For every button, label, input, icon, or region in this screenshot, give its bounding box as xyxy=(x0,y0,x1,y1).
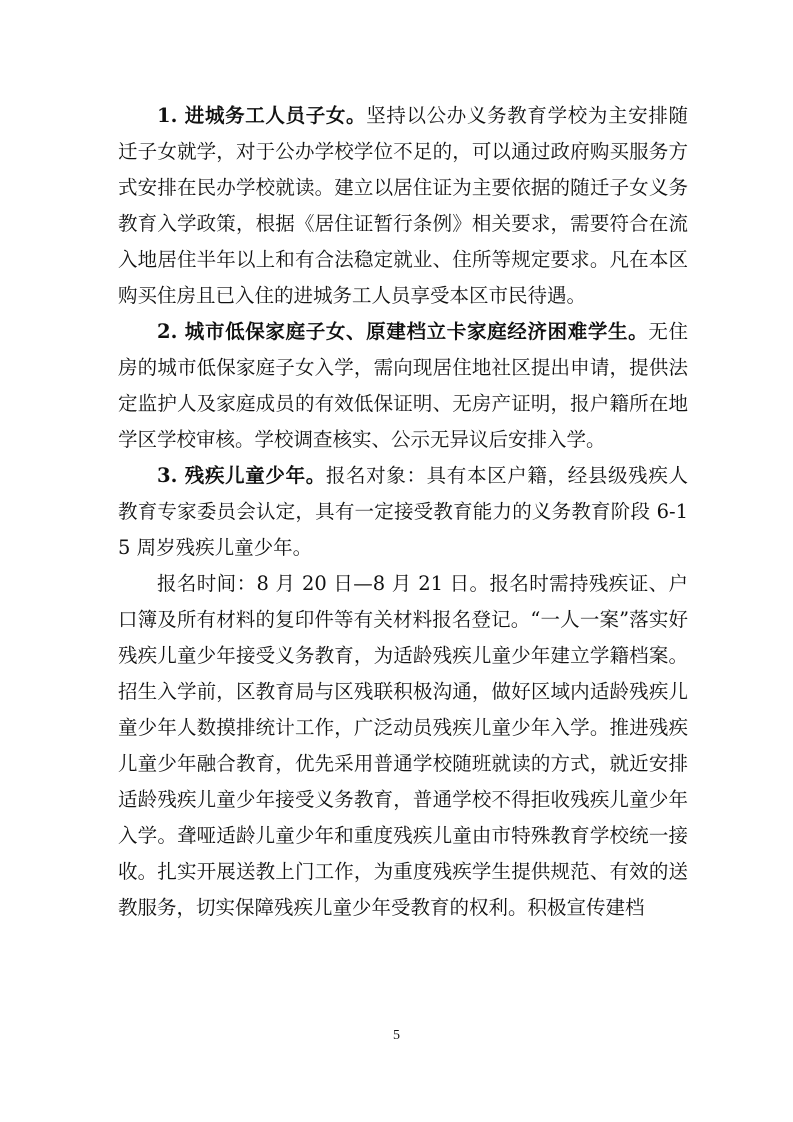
body-text xyxy=(118,98,688,926)
paragraph-migrant-children xyxy=(118,98,688,314)
paragraph-heading: 3. 残疾儿童少年。 xyxy=(157,464,326,487)
paragraph-body: 报名时间：8 月 20 日—8 月 21 日。报名时需持残疾证、户口簿及所有材料的复印件等有关材料报名登记。“一人一案”落实好残疾儿童少年接受义务教育，为适龄残疾儿童少年建立学籍档案。招生入学前，区教育局与区残联积极沟通，做好区域内适龄残疾儿童少年人数摸排统计工作，广泛动员残疾儿童少年入学。推进残疾儿童少年融合教育，优先采用普通学校随班就读的方式，就近安排适龄残疾儿童少年接受义务教育，普通学校不得拒收残疾儿童少年入学。聋哑适龄儿童少年和重度残疾儿童由市特殊教育学校统一接收。扎实开展送教上门工作，为重度残疾学生提供规范、有效的送教服务，切实保障残疾儿童少年受教育的权利。积极宣传建档 xyxy=(118,572,688,919)
page-number: 5 xyxy=(393,1028,400,1043)
paragraph-disabled-children xyxy=(118,458,688,566)
paragraph-heading: 1. 进城务工人员子女。 xyxy=(157,104,367,127)
paragraph-low-income-families xyxy=(118,314,688,458)
paragraph-heading: 2. 城市低保家庭子女、原建档立卡家庭经济困难学生。 xyxy=(157,320,649,343)
paragraph-body: 无住房的城市低保家庭子女入学，需向现居住地社区提出申请，提供法定监护人及家庭成员的有效低保证明、无房产证明，报户籍所在地学区学校审核。学校调查核实、公示无异议后安排入学。 xyxy=(118,320,688,451)
paragraph-body: 坚持以公办义务教育学校为主安排随迁子女就学，对于公办学校学位不足的，可以通过政府购买服务方式安排在民办学校就读。建立以居住证为主要依据的随迁子女义务教育入学政策，根据《居住证暂行条例》相关要求，需要符合在流入地居住半年以上和有合法稳定就业、住所等规定要求。凡在本区购买住房且已入住的进城务工人员享受本区市民待遇。 xyxy=(118,104,688,307)
paragraph-body: 报名对象：具有本区户籍，经县级残疾人教育专家委员会认定，具有一定接受教育能力的义务教育阶段 6-15 周岁残疾儿童少年。 xyxy=(118,464,688,559)
paragraph-registration-time xyxy=(118,566,688,926)
